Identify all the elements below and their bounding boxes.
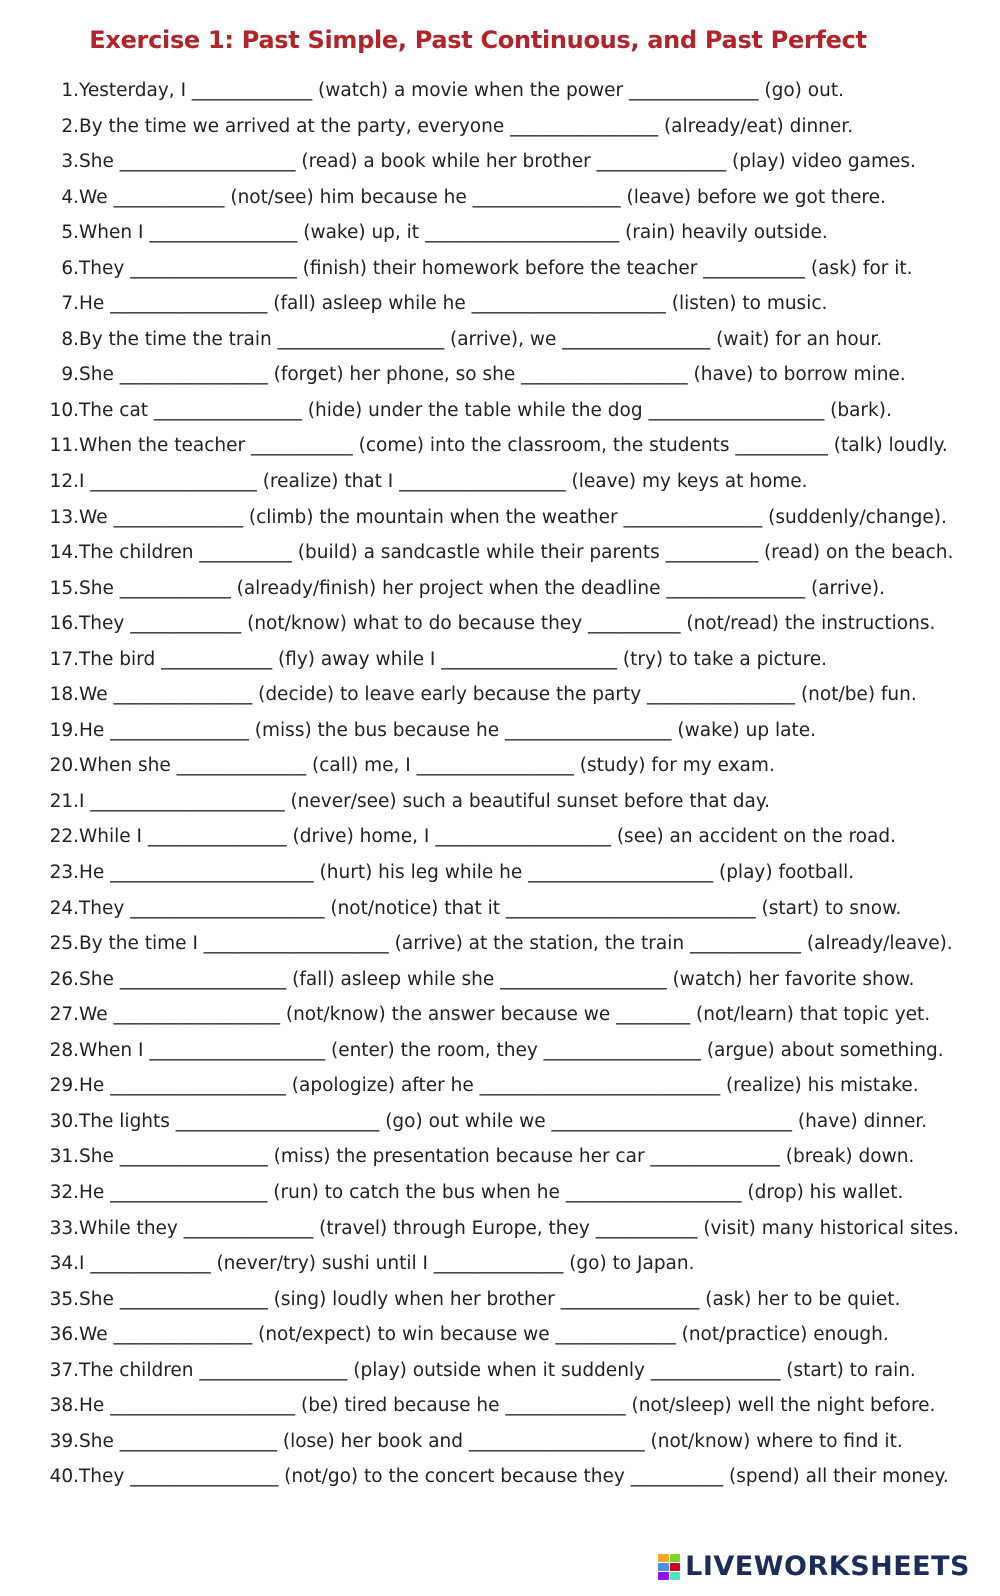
item-number: 28. bbox=[49, 1039, 79, 1061]
exercise-item bbox=[44, 642, 974, 678]
item-sentence: They __________________ (finish) their homework before the teacher ___________ (ask) for it. bbox=[79, 257, 913, 279]
exercise-item bbox=[44, 784, 974, 820]
exercise-item bbox=[44, 215, 974, 251]
exercise-item bbox=[44, 1353, 974, 1389]
item-sentence: While they ______________ (travel) through Europe, they ___________ (visit) many historical sites. bbox=[79, 1217, 959, 1239]
brand-name: LIVEWORKSHEETS bbox=[685, 1551, 970, 1582]
liveworksheets-logo-icon bbox=[658, 1554, 680, 1580]
item-sentence: By the time the train __________________ (arrive), we ________________ (wait) for an hour. bbox=[79, 328, 883, 350]
item-sentence: He _________________ (fall) asleep while he _____________________ (listen) to music. bbox=[79, 293, 828, 315]
exercise-item bbox=[44, 1388, 974, 1424]
exercise-item bbox=[44, 500, 974, 536]
logo-square bbox=[658, 1554, 669, 1562]
item-number: 30. bbox=[49, 1110, 79, 1132]
exercise-item bbox=[44, 1282, 974, 1318]
exercise-item bbox=[44, 286, 974, 322]
item-number: 25. bbox=[49, 933, 79, 955]
item-sentence: They ________________ (not/go) to the concert because they __________ (spend) all their money. bbox=[79, 1466, 949, 1488]
item-number: 4. bbox=[61, 186, 79, 208]
item-number: 38. bbox=[49, 1395, 79, 1417]
exercise-item bbox=[44, 713, 974, 749]
item-number: 3. bbox=[61, 151, 79, 173]
exercise-item bbox=[44, 819, 974, 855]
exercise-item bbox=[44, 1104, 974, 1140]
footer-logo bbox=[658, 1551, 970, 1582]
item-sentence: He ___________________ (apologize) after he __________________________ (realize) his mistake. bbox=[79, 1075, 919, 1097]
item-sentence: She ________________ (miss) the presentation because her car ______________ (break) down. bbox=[79, 1146, 915, 1168]
exercise-list bbox=[44, 73, 974, 1495]
item-sentence: The bird ____________ (fly) away while I ___________________ (try) to take a picture. bbox=[79, 648, 828, 670]
exercise-item bbox=[44, 251, 974, 287]
exercise-item bbox=[44, 1424, 974, 1460]
item-number: 32. bbox=[49, 1181, 79, 1203]
exercise-item bbox=[44, 1211, 974, 1247]
item-sentence: We __________________ (not/know) the answer because we ________ (not/learn) that topic yet. bbox=[79, 1004, 931, 1026]
logo-square bbox=[670, 1572, 681, 1580]
exercise-item bbox=[44, 535, 974, 571]
item-number: 26. bbox=[49, 968, 79, 990]
item-sentence: The cat ________________ (hide) under the table while the dog ___________________ (bark). bbox=[79, 399, 892, 421]
item-sentence: I _____________________ (never/see) such a beautiful sunset before that day. bbox=[79, 790, 771, 812]
item-number: 16. bbox=[49, 613, 79, 635]
item-sentence: She __________________ (fall) asleep while she __________________ (watch) her favorite show. bbox=[79, 968, 915, 990]
item-sentence: When she ______________ (call) me, I _________________ (study) for my exam. bbox=[79, 755, 775, 777]
exercise-item bbox=[44, 855, 974, 891]
item-number: 20. bbox=[49, 755, 79, 777]
item-number: 35. bbox=[49, 1288, 79, 1310]
item-number: 18. bbox=[49, 684, 79, 706]
exercise-item bbox=[44, 357, 974, 393]
exercise-item bbox=[44, 571, 974, 607]
item-sentence: We ______________ (climb) the mountain when the weather _______________ (suddenly/change). bbox=[79, 506, 947, 528]
item-number: 29. bbox=[49, 1075, 79, 1097]
exercise-item bbox=[44, 1459, 974, 1495]
item-number: 17. bbox=[49, 648, 79, 670]
item-sentence: She ________________ (forget) her phone, so she __________________ (have) to borrow mine. bbox=[79, 364, 906, 386]
logo-square bbox=[658, 1563, 669, 1571]
item-sentence: We _______________ (decide) to leave early because the party ________________ (not/be) fun. bbox=[79, 684, 917, 706]
exercise-item bbox=[44, 322, 974, 358]
item-number: 37. bbox=[49, 1359, 79, 1381]
exercise-item bbox=[44, 180, 974, 216]
exercise-item bbox=[44, 1033, 974, 1069]
item-number: 8. bbox=[61, 328, 79, 350]
item-sentence: She ___________________ (read) a book while her brother ______________ (play) video games. bbox=[79, 151, 916, 173]
item-number: 11. bbox=[49, 435, 79, 457]
item-number: 1. bbox=[61, 80, 79, 101]
item-sentence: When the teacher ___________ (come) into the classroom, the students __________ (talk) loudly. bbox=[79, 435, 948, 457]
item-sentence: When I ________________ (wake) up, it _____________________ (rain) heavily outside. bbox=[79, 222, 828, 244]
exercise-item bbox=[44, 144, 974, 180]
exercise-item bbox=[44, 926, 974, 962]
exercise-item bbox=[44, 606, 974, 642]
exercise-item bbox=[44, 997, 974, 1033]
item-number: 19. bbox=[49, 719, 79, 741]
exercise-item bbox=[44, 1175, 974, 1211]
item-number: 39. bbox=[49, 1430, 79, 1452]
exercise-item bbox=[44, 748, 974, 784]
item-sentence: The children __________ (build) a sandcastle while their parents __________ (read) on the beach. bbox=[79, 542, 954, 564]
exercise-item bbox=[44, 393, 974, 429]
item-sentence: Yesterday, I _____________ (watch) a movie when the power ______________ (go) out. bbox=[79, 80, 844, 101]
logo-square bbox=[658, 1572, 669, 1580]
exercise-item bbox=[44, 464, 974, 500]
item-sentence: She ____________ (already/finish) her project when the deadline _______________ (arrive). bbox=[79, 577, 886, 599]
item-sentence: When I ___________________ (enter) the room, they _________________ (argue) about something. bbox=[79, 1039, 944, 1061]
exercise-item bbox=[44, 677, 974, 713]
logo-square bbox=[670, 1563, 681, 1571]
item-sentence: He _______________ (miss) the bus because he __________________ (wake) up late. bbox=[79, 719, 816, 741]
item-number: 21. bbox=[49, 790, 79, 812]
exercise-item bbox=[44, 109, 974, 145]
item-number: 23. bbox=[49, 862, 79, 884]
item-sentence: We ____________ (not/see) him because he ________________ (leave) before we got there. bbox=[79, 186, 886, 208]
item-number: 7. bbox=[61, 293, 79, 315]
logo-square bbox=[670, 1554, 681, 1562]
item-sentence: While I _______________ (drive) home, I ___________________ (see) an accident on the road. bbox=[79, 826, 896, 848]
item-number: 22. bbox=[49, 826, 79, 848]
item-number: 31. bbox=[49, 1146, 79, 1168]
exercise-item bbox=[44, 73, 974, 109]
item-sentence: I __________________ (realize) that I __________________ (leave) my keys at home. bbox=[79, 471, 808, 493]
item-number: 14. bbox=[49, 542, 79, 564]
item-sentence: I _____________ (never/try) sushi until I ______________ (go) to Japan. bbox=[79, 1253, 695, 1275]
item-number: 27. bbox=[49, 1004, 79, 1026]
item-sentence: He ______________________ (hurt) his leg while he ____________________ (play) football. bbox=[79, 862, 855, 884]
item-number: 13. bbox=[49, 506, 79, 528]
exercise-item bbox=[44, 1068, 974, 1104]
item-number: 12. bbox=[49, 471, 79, 493]
item-number: 5. bbox=[61, 222, 79, 244]
item-number: 6. bbox=[61, 257, 79, 279]
item-number: 34. bbox=[49, 1253, 79, 1275]
item-sentence: By the time we arrived at the party, everyone ________________ (already/eat) dinner. bbox=[79, 115, 854, 137]
exercise-item bbox=[44, 1317, 974, 1353]
item-sentence: The lights ______________________ (go) out while we __________________________ (have) dinner. bbox=[79, 1110, 928, 1132]
item-number: 33. bbox=[49, 1217, 79, 1239]
item-number: 24. bbox=[49, 897, 79, 919]
exercise-item bbox=[44, 962, 974, 998]
item-sentence: She ________________ (sing) loudly when her brother _______________ (ask) her to be quiet. bbox=[79, 1288, 901, 1310]
exercise-item bbox=[44, 428, 974, 464]
item-sentence: He ____________________ (be) tired because he _____________ (not/sleep) well the night before. bbox=[79, 1395, 936, 1417]
exercise-item bbox=[44, 891, 974, 927]
item-sentence: The children ________________ (play) outside when it suddenly ______________ (start) to rain. bbox=[79, 1359, 916, 1381]
item-number: 36. bbox=[49, 1324, 79, 1346]
item-number: 9. bbox=[61, 364, 79, 386]
item-sentence: We _______________ (not/expect) to win because we _____________ (not/practice) enough. bbox=[79, 1324, 889, 1346]
item-number: 2. bbox=[61, 115, 79, 137]
exercise-item bbox=[44, 1139, 974, 1175]
item-sentence: By the time I ____________________ (arrive) at the station, the train ____________ (already/leave). bbox=[79, 933, 953, 955]
item-sentence: He _________________ (run) to catch the bus when he ___________________ (drop) his wallet. bbox=[79, 1181, 904, 1203]
item-sentence: They _____________________ (not/notice) that it ___________________________ (start) to snow. bbox=[79, 897, 902, 919]
item-number: 10. bbox=[49, 399, 79, 421]
item-sentence: She _________________ (lose) her book and ___________________ (not/know) where to find it. bbox=[79, 1430, 903, 1452]
item-number: 40. bbox=[49, 1466, 79, 1488]
exercise-item bbox=[44, 1246, 974, 1282]
item-number: 15. bbox=[49, 577, 79, 599]
item-sentence: They ____________ (not/know) what to do because they __________ (not/read) the instructions. bbox=[79, 613, 936, 635]
page-title: Exercise 1: Past Simple, Past Continuous, and Past Perfect bbox=[89, 26, 867, 54]
